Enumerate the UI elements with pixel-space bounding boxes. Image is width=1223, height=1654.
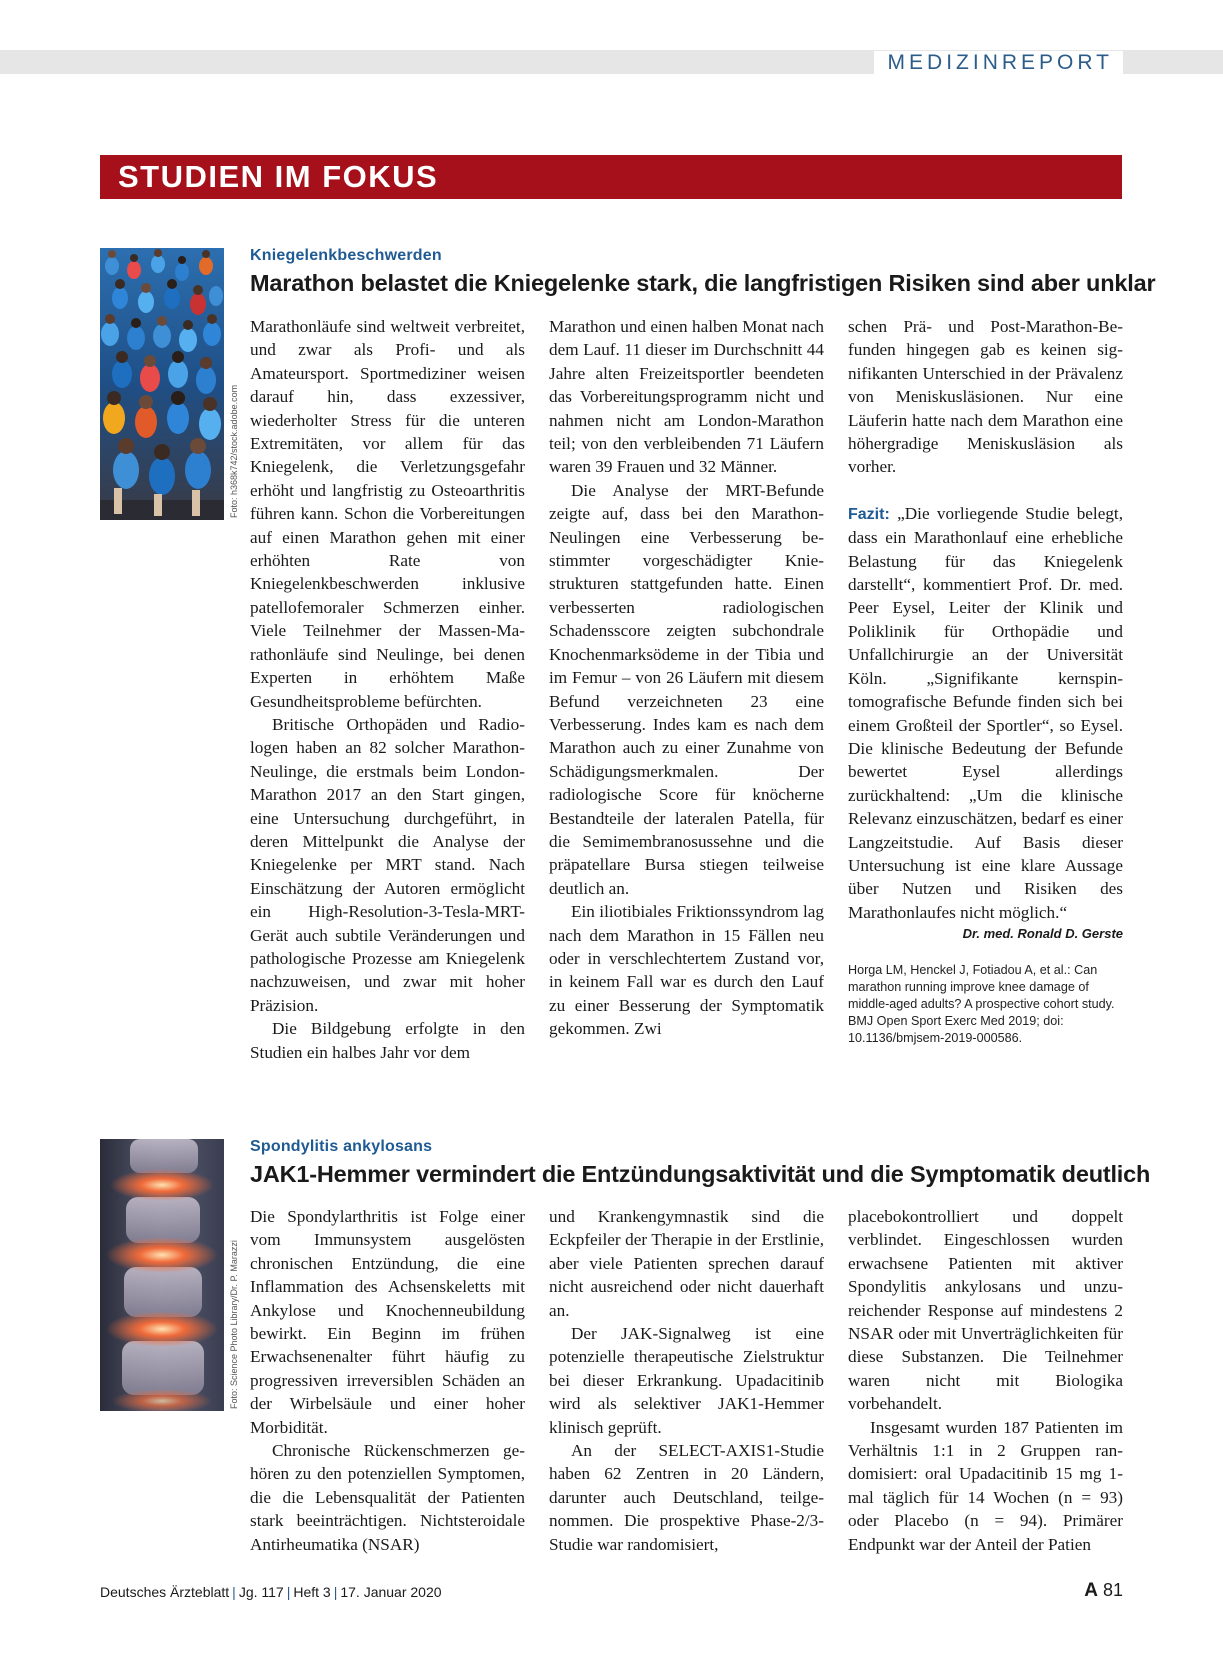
article1-column-2 bbox=[549, 315, 824, 1041]
paragraph: Britische Orthopäden und Radiologen haben an 82 solcher Marathon-Neulinge, die erstmals beim London-Marathon 2017 an den Start gingen, eine Untersuchung durchgeführt, in deren Mittelpunkt die Analyse der Kniegelenke per MRT stand. Nach Einschätzung der Autoren ermöglicht ein High-Resolution-3-Tesla-MRT-Gerät auch subtile Veränderungen und pathologische Prozesse am Kniegelenk nachzuweisen, und zwar mit hoher Präzision. bbox=[250, 714, 525, 1015]
article1-column-3 bbox=[848, 315, 1123, 1047]
paragraph: Marathonläufe sind weltweit verbreitet, und zwar als Profi- und als Amateursport. Sportmediziner weisen darauf hin, dass exzessiver, wiederholter Stress für die unteren Extremitäten, vor allem für das Kniegelenk, die Verletzungsgefahr erhöht und langfristig zu Osteoarthritis führen kann. Schon die Vorbereitungen auf einen Marathon gehen mit einer erhöhten Rate von Kniegelenkbeschwerden inklusive patellofemoraler Schmerzen einher. Viele Teilnehmer der Massen-Marathonläufe sind Neulinge, bei denen Experten in erhöhtem Maße Gesundheitsprobleme befürchten. bbox=[250, 317, 525, 711]
fazit-paragraph bbox=[848, 502, 1123, 924]
section-banner bbox=[100, 155, 1122, 199]
marathon-runners-image bbox=[100, 248, 224, 520]
article1-kicker: Kniegelenkbeschwerden bbox=[250, 247, 442, 264]
article2-column-2 bbox=[549, 1205, 824, 1556]
fazit-label: Fazit: bbox=[848, 505, 890, 523]
article1-headline: Marathon belastet die Kniegelenke stark, die langfristigen Risiken sind aber unklar bbox=[250, 270, 1156, 296]
page-number bbox=[1084, 1580, 1123, 1602]
volume: Jg. 117 bbox=[238, 1584, 284, 1600]
page-prefix: A bbox=[1084, 1580, 1098, 1601]
reference: Horga LM, Henckel J, Fotiadou A, et al.: Can marathon running improve knee damage of middle-aged adults? A prospective cohort study. BMJ Open Sport Exerc Med 2019; doi: 10.1136/bmjsem-2019-000586. bbox=[848, 963, 1115, 1046]
article2-kicker: Spondylitis ankylosans bbox=[250, 1138, 433, 1155]
paragraph: Insgesamt wurden 187 Patienten im Verhältnis 1:1 in 2 Gruppen randomisiert: oral Upadacitinib 15 mg 1-mal täglich für 14 Wochen (n = 93) oder Placebo (n = 94). Primärer Endpunkt war der Anteil der Patien bbox=[848, 1417, 1123, 1554]
marathon-runners-photo bbox=[100, 248, 224, 520]
paragraph: und Krankengymnastik sind die Eckpfeiler der Therapie in der Erstlinie, aber viele Patienten sprechen darauf nicht ausreichend oder nicht dauerhaft an. bbox=[549, 1207, 824, 1320]
issue: Heft 3 bbox=[293, 1584, 331, 1600]
paragraph: Die Analyse der MRT-Befunde zeigte auf, dass bei den Marathon-Neulingen eine Verbesserung bestimmter vorgeschädigter Kniestrukturen stattgefunden hatte. Einen verbesserten radiologischen Schadensscore zeigten subchondrale Knochenmarksödeme in der Tibia und im Femur – von 26 Läufern mit diesem Befund verzeichneten 23 eine Verbesserung. Indes kam es nach dem Marathon auch zu einer Zunahme von Schädigungsmerkmalen. Der radiologische Score für knöcherne Bestandteile der lateralen Patella, für die Semimembranosussehne und die präpatellare Bursa stiegen teilweise deutlich an. bbox=[549, 480, 824, 898]
journal-name: Deutsches Ärzteblatt bbox=[100, 1584, 230, 1600]
spine-xray-photo bbox=[100, 1139, 224, 1411]
photo-credit-marathon: Foto: h368k742/stock.adobe.com bbox=[229, 384, 239, 518]
paragraph: Die Spondylarthritis ist Folge einer vom Immunsystem ausgelösten chronischen Entzündung, die eine Inflammation des Achsenskeletts mit Ankylose und Knochenneubildung bewirkt. Ein Beginn im frühen Erwachsenenalter führt häufig zu progressiven irreversiblen Schäden an der Wirbelsäule und einer hoher Morbidität. bbox=[250, 1207, 525, 1437]
paragraph: placebokontrolliert und doppelt verblindet. Eingeschlossen wurden erwachsene Patienten mit aktiver Spondylitis ankylosans und unzureichender Response auf mindestens 2 NSAR oder mit Unverträglichkeiten für diese Substanzen. Die Teilnehmer waren nicht mit Biologika vorbehandelt. bbox=[848, 1207, 1123, 1414]
paragraph: An der SELECT-AXIS1-Studie haben 62 Zentren in 20 Ländern, darunter auch Deutschland, teilgenommen. Die prospektive Phase-2/3-Studie war randomisiert, bbox=[549, 1441, 824, 1554]
article2-column-1 bbox=[250, 1205, 525, 1556]
paragraph: Ein iliotibiales Friktionssyndrom lag nach dem Marathon in 15 Fällen neu oder in verschlechtertem Zustand vor, in keinem Fall war es durch den Lauf zu einer Besserung der Symptomatik gekommen. Zwi bbox=[549, 902, 824, 1039]
paragraph: Der JAK-Signalweg ist eine potenzielle therapeutische Zielstruktur bei dieser Erkrankung. Upadacitinib wird als selektiver JAK1-Hemmer klinisch geprüft. bbox=[549, 1324, 824, 1437]
spine-xray-image bbox=[100, 1139, 224, 1411]
paragraph: Chronische Rückenschmerzen gehören zu den potenziellen Symptomen, die die Lebensqualität der Patienten stark beeinträchtigen. Nichtsteroidale Antirheumatika (NSAR) bbox=[250, 1441, 525, 1554]
fazit-text: „Die vorliegende Studie belegt, dass ein Marathonlauf eine erhebliche Belastung für das Kniegelenk darstellt“, kommentiert Prof. Dr. med. Peer Eysel, Leiter der Klinik und Poliklinik für Orthopädie und Unfallchirurgie an der Universität Köln. „Signifikante kernspintomografische Befunde finden sich bei einem Großteil der Sportler“, so Eysel. Die klinische Bedeutung der Befunde bewertet Eysel allerdings zurückhaltend: „Um die klinische Relevanz einzuschätzen, bedarf es einer Langzeitstudie. Auf Basis dieser Untersuchung ist eine klare Aussage über Nutzen und Risiken des Marathonlaufes nicht möglich.“ bbox=[848, 503, 1123, 922]
photo-credit-spine: Foto: Science Photo Library/Dr. P. Marazzi bbox=[229, 1240, 239, 1409]
article2-column-3 bbox=[848, 1205, 1123, 1556]
paragraph: schen Prä- und Post-Marathon-Befunden hingegen gab es keinen signifikanten Unterschied in der Prävalenz von Meniskusläsionen. Nur eine Läuferin hatte nach dem Marathon eine höhergradige Meniskusläsion als vorher. bbox=[848, 317, 1123, 477]
section-label: MEDIZINREPORT bbox=[874, 51, 1123, 75]
paragraph: Marathon und einen halben Monat nach dem Lauf. 11 dieser im Durchschnitt 44 Jahre alten Freizeitsportler beendeten das Vorbereitungsprogramm nicht und nahmen nicht am London-Marathon teil; von den verbleibenden 71 Läufern waren 39 Frauen und 32 Männer. bbox=[549, 317, 824, 477]
page-number-value: 81 bbox=[1102, 1580, 1123, 1600]
paragraph: Die Bildgebung erfolgte in den Studien ein halbes Jahr vor dem bbox=[250, 1019, 525, 1062]
article2-headline: JAK1-Hemmer vermindert die Entzündungsaktivität und die Symptomatik deutlich bbox=[250, 1161, 1151, 1187]
banner-title: STUDIEN IM FOKUS bbox=[118, 159, 439, 194]
author-byline: Dr. med. Ronald D. Gerste bbox=[962, 926, 1123, 942]
footer-citation: Deutsches Ärzteblatt | Jg. 117 | Heft 3 | 17. Januar 2020 bbox=[100, 1584, 442, 1600]
article1-column-1 bbox=[250, 315, 525, 1064]
issue-date: 17. Januar 2020 bbox=[340, 1584, 442, 1600]
